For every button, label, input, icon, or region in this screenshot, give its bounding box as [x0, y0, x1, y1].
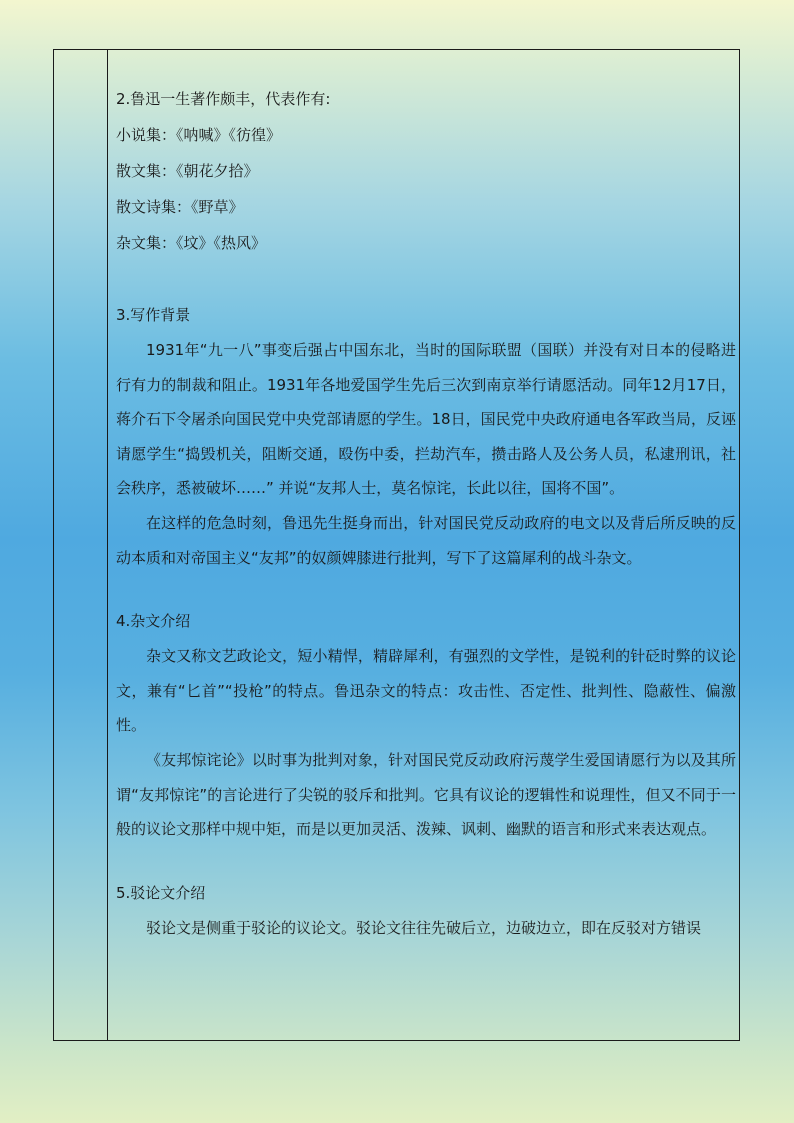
background-paragraph: 1931年“九一八”事变后强占中国东北，当时的国际联盟（国联）并没有对日本的侵略进行有力的制裁和阻止。1931年各地爱国学生先后三次到南京举行请愿活动。同年12月17日，蒋介石下令屠杀向国民党中央党部请愿的学生。18日，国民党中央政府通电各军政当局，反诬请愿学生“捣毁机关，阻断交通，殴伤中委，拦劫汽车，攒击路人及公务人员，私逮刑讯，社会秩序，悉被破坏……” 并说“友邦人士，莫名惊诧，长此以往，国将不国”。 [116, 341, 736, 498]
works-list-item: 杂文集：《坟》《热风》 [116, 234, 267, 252]
content-table [53, 49, 740, 1041]
table-left-column [54, 50, 108, 1040]
table-content-cell [116, 50, 736, 945]
section-3-heading: 3.写作背景 [116, 306, 191, 324]
works-list-item: 散文集：《朝花夕拾》 [116, 162, 259, 180]
section-2-heading: 2.鲁迅一生著作颇丰，代表作有: [116, 90, 331, 108]
works-list-item: 散文诗集：《野草》 [116, 198, 244, 216]
rebuttal-intro-paragraph: 驳论文是侧重于驳论的议论文。驳论文往往先破后立，边破边立，即在反驳对方错误 [146, 918, 702, 937]
background-paragraph: 在这样的危急时刻，鲁迅先生挺身而出，针对国民党反动政府的电文以及背后所反映的反动本质和对帝国主义“友邦”的奴颜婢膝进行批判，写下了这篇犀利的战斗杂文。 [116, 513, 736, 567]
essay-intro-paragraph: 《友邦惊诧论》以时事为批判对象，针对国民党反动政府污蔑学生爱国请愿行为以及其所谓“友邦惊诧”的言论进行了尖锐的驳斥和批判。它具有议论的逻辑性和说理性，但又不同于一般的议论文那样中规中矩，而是以更加灵活、泼辣、讽刺、幽默的语言和形式来表达观点。 [116, 750, 736, 839]
essay-intro-paragraph: 杂文又称文艺政论文，短小精悍，精辟犀利，有强烈的文学性，是锐利的针砭时弊的议论文，兼有“匕首”“投枪”的特点。鲁迅杂文的特点：攻击性、否定性、批判性、隐蔽性、偏激性。 [116, 647, 736, 735]
section-5-heading: 5.驳论文介绍 [116, 883, 206, 902]
section-4-heading: 4.杂文介绍 [116, 612, 191, 631]
works-list-item: 小说集：《呐喊》《彷徨》 [116, 126, 282, 144]
